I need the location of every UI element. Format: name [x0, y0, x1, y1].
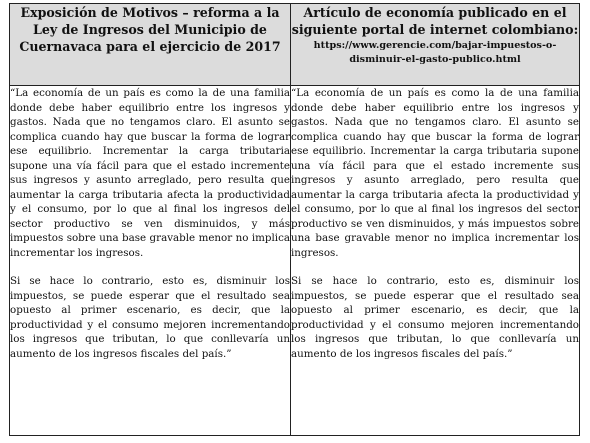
- right-quote-cell: [291, 86, 580, 436]
- left-quote-cell: [10, 86, 291, 436]
- body-row: [10, 86, 580, 436]
- right-paragraph-2: Si se hace lo contrario, esto es, disminuir los impuestos, se puede esperar que el resultado sea opuesto al primer escenario, es decir, que la productividad y el consumo mejoren incrementando los ingresos que tributan, lo que conllevaría un aumento de los ingresos fiscales del país.”: [291, 275, 579, 360]
- comparison-table: [9, 3, 580, 436]
- left-paragraph-1: “La economía de un país es como la de una familia donde debe haber equilibrio entre los ingresos y gastos. Nada que no tengamos claro. El asunto se complica cuando hay que buscar la forma de lograr ese equilibrio. Incrementar la carga tributaria supone una vía fácil para que el estado incremente sus ingresos y asunto arreglado, pero resulta que aumentar la carga tributaria afecta la productividad y el consumo, por lo que al final los ingresos del sector productivo se ven disminuidos, y más impuestos sobre una base gravable menor no implica incrementar los ingresos.: [10, 87, 290, 259]
- header-row: [10, 4, 580, 86]
- column-header-right: [291, 4, 580, 86]
- left-paragraph-2: Si se hace lo contrario, esto es, disminuir los impuestos, se puede esperar que el resultado sea opuesto al primer escenario, es decir, que la productividad y el consumo mejoren incrementando los ingresos que tributan, lo que conllevaría un aumento de los ingresos fiscales del país.”: [10, 275, 290, 360]
- left-header-title: Exposición de Motivos – reforma a la Ley de Ingresos del Municipio de Cuernavaca para el ejercicio de 2017: [19, 5, 281, 54]
- right-paragraph-1: “La economía de un país es como la de una familia donde debe haber equilibrio entre los ingresos y gastos. Nada que no tengamos claro. El asunto se complica cuando hay que buscar la forma de lograr ese equilibrio. Incrementar la carga tributaria supone una vía fácil para que el estado incremente sus ingresos y asunto arreglado, pero resulta que aumentar la carga tributaria afecta la productividad y el consumo, por lo que al final los ingresos del sector productivo se ven disminuidos, y más impuestos sobre una base gravable menor no implica incrementar los ingresos.: [291, 87, 579, 259]
- source-url: https://www.gerencie.com/bajar-impuestos-o-disminuir-el-gasto-publico.html: [313, 40, 557, 65]
- column-header-left: [10, 4, 291, 86]
- right-header-title: Artículo de economía publicado en el siguiente portal de internet colombiano:: [291, 5, 579, 37]
